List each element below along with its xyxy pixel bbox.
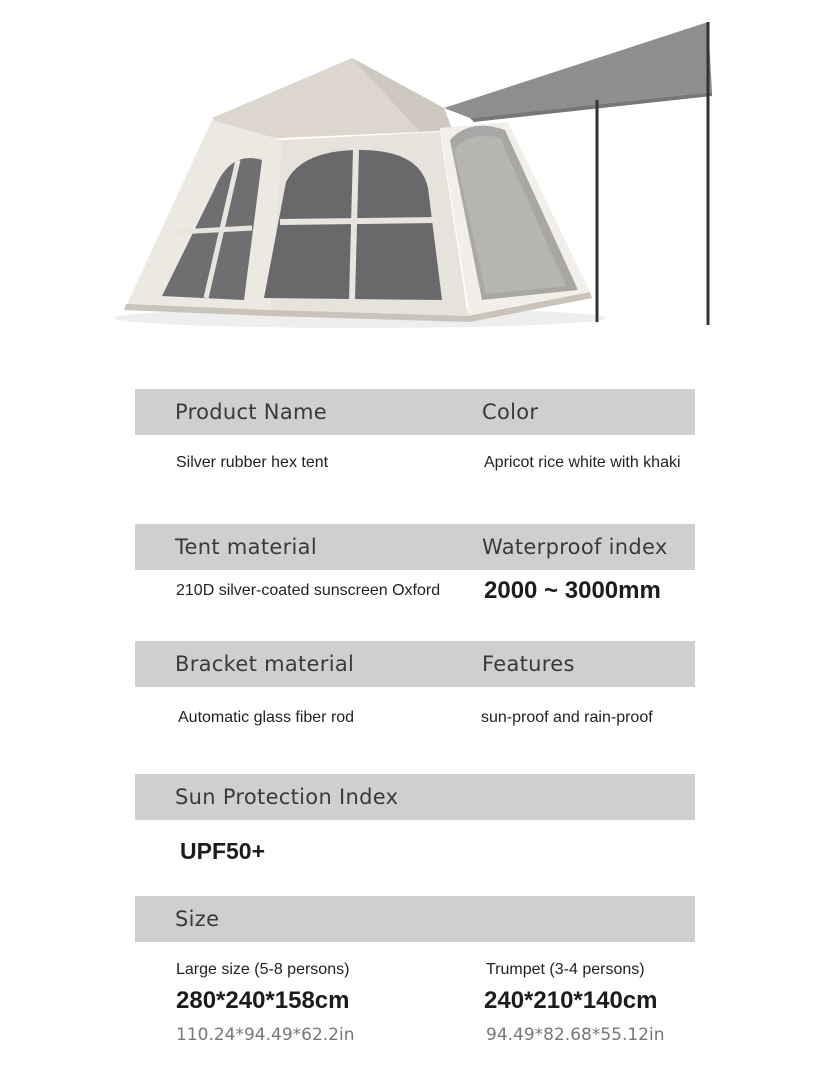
size-header <box>135 896 695 942</box>
tent-material-value: 210D silver-coated sunscreen Oxford <box>176 582 441 599</box>
hex-tent-with-awning-illustration <box>0 0 827 345</box>
color-label: Color <box>482 400 539 424</box>
sun-protection-index-value: UPF50+ <box>180 838 266 864</box>
product-name-label: Product Name <box>175 400 327 424</box>
spec-header-row-1 <box>135 389 695 435</box>
features-value: sun-proof and rain-proof <box>481 709 653 726</box>
sun-protection-index-label: Sun Protection Index <box>175 785 399 809</box>
trumpet-size-inch: 94.49*82.68*55.12in <box>486 1025 665 1045</box>
size-label: Size <box>175 907 220 931</box>
features-label: Features <box>482 652 575 676</box>
spec-header-row-2 <box>135 524 695 570</box>
waterproof-index-label: Waterproof index <box>482 535 668 559</box>
bracket-material-value: Automatic glass fiber rod <box>178 709 355 726</box>
product-image <box>0 0 827 345</box>
waterproof-index-value: 2000 ~ 3000mm <box>484 577 661 604</box>
spec-header-row-4 <box>135 774 695 820</box>
trumpet-size-cm: 240*210*140cm <box>484 987 658 1014</box>
product-name-value: Silver rubber hex tent <box>176 454 329 471</box>
large-size-cm: 280*240*158cm <box>176 987 350 1014</box>
spec-header-row-3 <box>135 641 695 687</box>
bracket-material-label: Bracket material <box>175 652 355 676</box>
large-size-name: Large size (5-8 persons) <box>176 961 350 978</box>
large-size-inch: 110.24*94.49*62.2in <box>176 1025 355 1045</box>
trumpet-size-name: Trumpet (3-4 persons) <box>486 961 645 978</box>
color-value: Apricot rice white with khaki <box>484 454 681 471</box>
tent-material-label: Tent material <box>175 535 317 559</box>
